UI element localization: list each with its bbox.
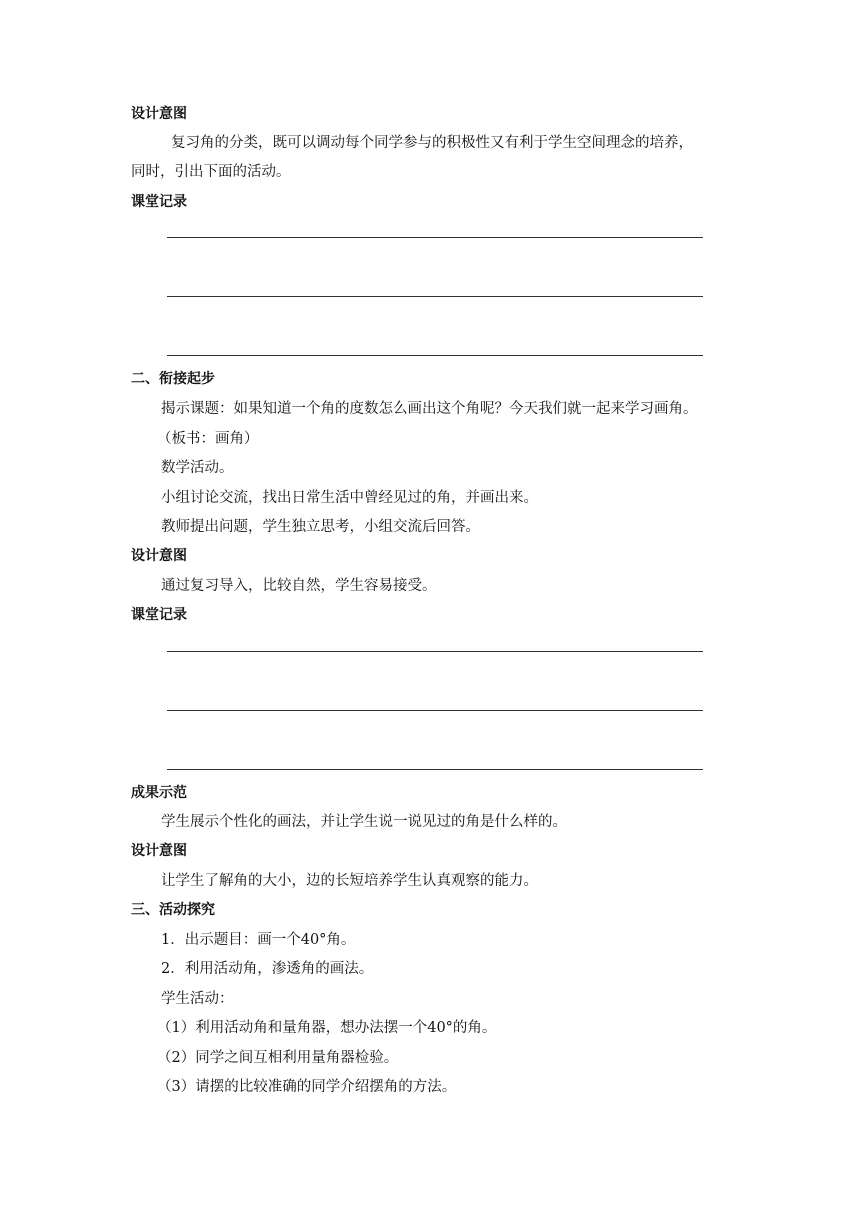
paragraph-s3-5: （2）同学之间互相利用量角器检验。 bbox=[157, 1050, 399, 1066]
paragraph-s3-3: 学生活动： bbox=[161, 991, 234, 1007]
paragraph-results: 学生展示个性化的画法，并让学生说一说见过的角是什么样的。 bbox=[161, 814, 567, 830]
paragraph-design-intent-1a: 复习角的分类，既可以调动每个同学参与的积极性又有利于学生空间理念的培养， bbox=[171, 135, 693, 151]
paragraph-s2-3: 数学活动。 bbox=[161, 460, 234, 476]
paragraph-s3-1: 1．出示题目：画一个40°角。 bbox=[161, 932, 356, 948]
heading-class-record-1: 课堂记录 bbox=[131, 194, 187, 210]
answer-line bbox=[167, 769, 703, 770]
paragraph-s3-6: （3）请摆的比较准确的同学介绍摆角的方法。 bbox=[157, 1079, 457, 1095]
paragraph-s3-2: 2．利用活动角，渗透角的画法。 bbox=[161, 961, 374, 977]
heading-design-intent-3: 设计意图 bbox=[131, 843, 187, 859]
answer-line bbox=[167, 651, 703, 652]
answer-line bbox=[167, 296, 703, 297]
paragraph-s2-4: 小组讨论交流，找出日常生活中曾经见过的角，并画出来。 bbox=[161, 490, 538, 506]
answer-line bbox=[167, 237, 703, 238]
paragraph-design-intent-2: 通过复习导入，比较自然，学生容易接受。 bbox=[161, 578, 437, 594]
heading-design-intent-2: 设计意图 bbox=[131, 548, 187, 564]
heading-section-2: 二、衔接起步 bbox=[131, 371, 215, 387]
paragraph-s2-1: 揭示课题：如果知道一个角的度数怎么画出这个角呢？今天我们就一起来学习画角。 bbox=[161, 401, 698, 417]
paragraph-s2-2: （板书：画角） bbox=[157, 431, 259, 447]
paragraph-design-intent-1b: 同时，引出下面的活动。 bbox=[131, 164, 291, 180]
paragraph-s2-5: 教师提出问题，学生独立思考，小组交流后回答。 bbox=[161, 519, 480, 535]
heading-results: 成果示范 bbox=[131, 785, 187, 801]
heading-class-record-2: 课堂记录 bbox=[131, 607, 187, 623]
answer-line bbox=[167, 710, 703, 711]
answer-line bbox=[167, 355, 703, 356]
heading-design-intent-1: 设计意图 bbox=[131, 106, 187, 122]
paragraph-s3-4: （1）利用活动角和量角器，想办法摆一个40°的角。 bbox=[157, 1020, 497, 1036]
paragraph-design-intent-3: 让学生了解角的大小，边的长短培养学生认真观察的能力。 bbox=[161, 873, 538, 889]
heading-section-3: 三、活动探究 bbox=[131, 902, 215, 918]
